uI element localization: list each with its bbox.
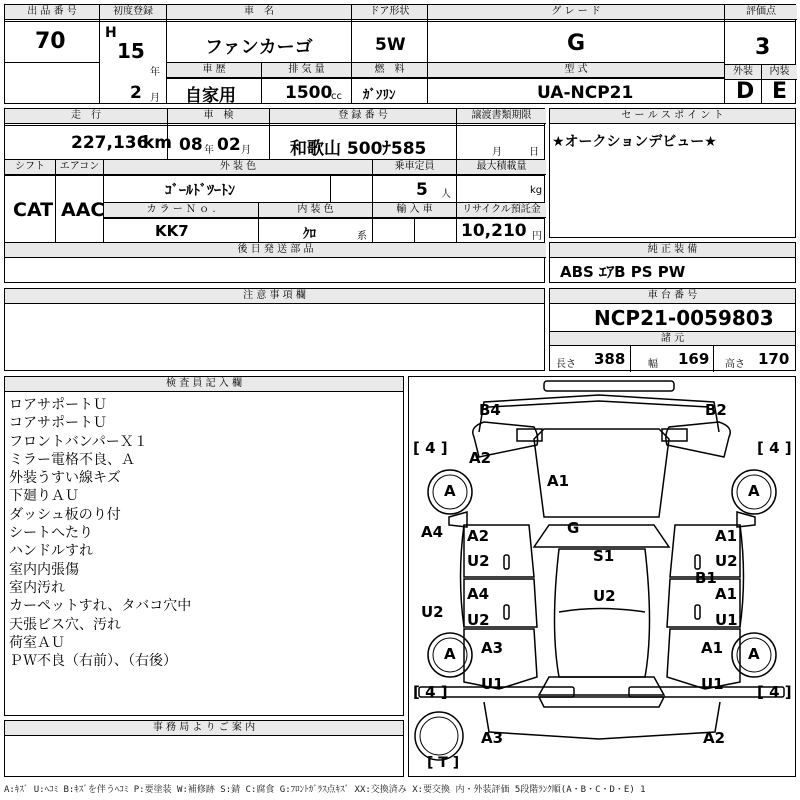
dmg-A1-hood: A1 bbox=[547, 472, 570, 490]
inspection-year: 08 bbox=[179, 135, 203, 155]
insp-year-unit: 年 bbox=[204, 145, 214, 156]
cc-unit: cc bbox=[331, 91, 342, 102]
note-line: ミラー電格不良、Ａ bbox=[9, 451, 135, 468]
note-line: 室内汚れ bbox=[9, 579, 65, 596]
office-box bbox=[4, 720, 404, 777]
dmg-U1-rear-right: U1 bbox=[701, 675, 724, 693]
month-unit: 月 bbox=[150, 93, 160, 104]
note-line: コアサポートＵ bbox=[9, 415, 107, 432]
fuel-label: 燃 料 bbox=[352, 63, 427, 78]
import-label: 輸 入 車 bbox=[373, 203, 456, 218]
capacity-label: 乗車定員 bbox=[373, 160, 456, 175]
equipment-text: ABS ｴｱB PS PW bbox=[560, 263, 686, 281]
era: H bbox=[105, 25, 117, 41]
car-diagram bbox=[408, 376, 796, 777]
height: 170 bbox=[758, 350, 790, 368]
dmg-U1-rear-left: U1 bbox=[481, 675, 504, 693]
door-label: ドア形状 bbox=[352, 5, 427, 20]
ext-label: 外装 bbox=[725, 65, 761, 80]
intcolor-label: 内 装 色 bbox=[259, 203, 372, 218]
air-conditioner: AAC bbox=[61, 199, 105, 221]
note-line: 室内内張傷 bbox=[9, 561, 79, 578]
dmg-S1-roof: S1 bbox=[593, 547, 615, 565]
legend-text: A:ｷｽﾞ U:ﾍｺﾐ B:ｷｽﾞを伴うﾍｺﾐ P:要塗装 W:補修跡 S:錆 C:腐食 G:ﾌﾛﾝﾄｶﾞﾗｽ点ｷｽﾞ XX:交換済み X:要交換 内・外装評価 5段階ﾗﾝｸ順(A・B・C・D・E) 1 bbox=[4, 785, 646, 795]
dmg-U2-rear-door-left: U2 bbox=[467, 611, 490, 629]
note-line: ハンドルすれ bbox=[9, 543, 93, 560]
dmg-A2-rear-bumper-right: A2 bbox=[703, 729, 726, 747]
note-line: フロントバンパーＸ１ bbox=[9, 433, 148, 450]
interior-color: ｸﾛ bbox=[303, 227, 316, 242]
office-label: 事 務 局 よ り ご 案 内 bbox=[5, 721, 403, 736]
note-line: カーペットすれ、タバコ穴中 bbox=[9, 598, 192, 615]
dmg-A1-front-door-right: A1 bbox=[715, 527, 738, 545]
recycle-label: リサイクル預託金 bbox=[457, 203, 546, 218]
year-unit: 年 bbox=[150, 67, 160, 78]
reg-year: 15 bbox=[117, 39, 145, 63]
tire-rl: A bbox=[444, 645, 456, 663]
dmg-U2-left-sill: U2 bbox=[421, 603, 444, 621]
dmg-B4-front-left: B4 bbox=[479, 401, 501, 419]
tread-rr: [ 4 ] bbox=[757, 683, 792, 701]
note-line: ロアサポートＵ bbox=[9, 397, 107, 413]
dmg-A3-rear-bumper-left: A3 bbox=[481, 729, 504, 747]
inspection-month: 02 bbox=[217, 135, 241, 155]
dmg-U2-front-door-right: U2 bbox=[715, 552, 738, 570]
name-label: 車 名 bbox=[167, 5, 351, 20]
recycle-fee: 10,210 bbox=[461, 221, 527, 241]
exterior-color: ｺﾞｰﾙﾄﾞﾂｰﾄﾝ bbox=[165, 183, 235, 199]
score: 3 bbox=[755, 35, 771, 60]
sales-point-text: ★オークションデビュー★ bbox=[552, 134, 717, 150]
dmg-A4-left-side: A4 bbox=[421, 523, 444, 541]
width-label: 幅 bbox=[648, 359, 658, 370]
color-label: 外 装 色 bbox=[104, 160, 372, 175]
note-line: 外装うすい線キズ bbox=[9, 470, 121, 487]
height-label: 高さ bbox=[725, 359, 745, 370]
later-parts-label: 後 日 発 送 部 品 bbox=[5, 243, 546, 258]
shift-label: シフト bbox=[5, 160, 55, 175]
capacity-unit: 人 bbox=[441, 189, 451, 200]
dmg-U2-roof: U2 bbox=[593, 587, 616, 605]
tire-fr: A bbox=[748, 482, 760, 500]
transfer-day: 日 bbox=[529, 147, 539, 158]
lot-number: 70 bbox=[35, 29, 66, 54]
header-block bbox=[4, 4, 796, 104]
capacity: 5 bbox=[416, 180, 428, 200]
inspector-box bbox=[4, 376, 404, 716]
int-label: 内装 bbox=[762, 65, 797, 80]
plate-label: 登 録 番 号 bbox=[270, 109, 456, 124]
ext-score: D bbox=[736, 79, 755, 104]
chassis-number: NCP21-0059803 bbox=[594, 306, 774, 330]
load-label: 最大積載量 bbox=[457, 160, 546, 175]
grade-label: グ レ ー ド bbox=[428, 5, 724, 20]
transfer-month: 月 bbox=[492, 147, 502, 158]
width: 169 bbox=[678, 350, 710, 368]
color-number: KK7 bbox=[155, 222, 189, 240]
inspection-label: 車 検 bbox=[168, 109, 269, 124]
chassis-box bbox=[549, 288, 796, 371]
equipment-box bbox=[549, 242, 796, 283]
dmg-U1-rear-door-right: U1 bbox=[715, 611, 738, 629]
vehicle-info-block bbox=[4, 108, 545, 283]
insp-month-unit: 月 bbox=[241, 145, 251, 156]
dmg-A1-rear-door-right: A1 bbox=[715, 585, 738, 603]
car-outline-svg bbox=[409, 377, 795, 776]
mileage-unit: km bbox=[143, 133, 173, 153]
length-label: 長さ bbox=[556, 359, 576, 370]
dmg-B2-front-right: B2 bbox=[705, 401, 727, 419]
model-code: UA-NCP21 bbox=[537, 83, 634, 103]
note-line: 天張ビス穴、汚れ bbox=[9, 616, 121, 633]
caution-box bbox=[4, 288, 545, 371]
tire-rr: A bbox=[748, 645, 760, 663]
note-line: ＰＷ不良（右前）、（右後） bbox=[9, 653, 177, 670]
history: 自家用 bbox=[185, 86, 236, 106]
mileage-label: 走 行 bbox=[5, 109, 167, 124]
dmg-U2-front-door-left: U2 bbox=[467, 552, 490, 570]
score-label: 評価点 bbox=[725, 5, 797, 20]
dmg-B1-right-side: B1 bbox=[695, 569, 717, 587]
tread-rl: [ 4 ] bbox=[413, 683, 448, 701]
car-name: ファンカーゴ bbox=[205, 37, 313, 58]
reg-month: 2 bbox=[130, 83, 142, 103]
tread-fl: [ 4 ] bbox=[413, 439, 448, 457]
sales-point-box bbox=[549, 108, 796, 238]
lot-label: 出 品 番 号 bbox=[5, 5, 99, 20]
mileage: 227,136 bbox=[71, 133, 149, 153]
first-reg-label: 初度登録 bbox=[100, 5, 166, 20]
grade: G bbox=[567, 31, 586, 56]
cc-label: 排 気 量 bbox=[262, 63, 351, 78]
dmg-G-windshield: G bbox=[567, 519, 580, 537]
model-label: 型 式 bbox=[428, 63, 724, 78]
length: 388 bbox=[594, 350, 626, 368]
inspector-notes bbox=[9, 396, 191, 670]
tread-fr: [ 4 ] bbox=[757, 439, 792, 457]
equipment-label: 純 正 装 備 bbox=[550, 243, 795, 258]
dmg-A3-rear-left: A3 bbox=[481, 639, 504, 657]
intcolor-unit: 系 bbox=[357, 231, 367, 242]
note-line: 荷室ＡＵ bbox=[9, 634, 65, 651]
ac-label: エアコン bbox=[56, 160, 103, 175]
door-type: 5W bbox=[375, 35, 406, 55]
sales-point-label: セ ー ル ス ポ イ ン ト bbox=[550, 109, 795, 124]
caution-label: 注 意 事 項 欄 bbox=[5, 289, 544, 304]
history-label: 車 歴 bbox=[167, 63, 261, 78]
inspector-label: 検 査 員 記 入 欄 bbox=[5, 377, 403, 392]
displacement: 1500 bbox=[285, 83, 333, 103]
recycle-unit: 円 bbox=[532, 231, 542, 242]
chassis-label: 車 台 番 号 bbox=[550, 289, 795, 304]
plate-number: 和歌山 500ﾅ585 bbox=[290, 139, 427, 159]
int-score: E bbox=[772, 79, 788, 104]
note-line: 下廻りＡＵ bbox=[9, 488, 79, 505]
note-line: シートへたり bbox=[9, 525, 93, 542]
spare-tire-label: [ T ] bbox=[427, 755, 460, 771]
colorno-label: カ ラ ー Ｎ ｏ . bbox=[104, 203, 258, 218]
shift: CAT bbox=[13, 199, 54, 221]
load-unit: kg bbox=[530, 185, 543, 196]
fuel: ｶﾞｿﾘﾝ bbox=[363, 88, 396, 103]
note-line: ダッシュ板のり付 bbox=[9, 506, 121, 523]
spec-label: 諸 元 bbox=[550, 331, 795, 346]
dmg-A1-rear-right: A1 bbox=[701, 639, 724, 657]
dmg-A2-front-door-left: A2 bbox=[467, 527, 490, 545]
tire-fl: A bbox=[444, 482, 456, 500]
dmg-A4-rear-door-left: A4 bbox=[467, 585, 490, 603]
dmg-A2-front-fender-left: A2 bbox=[469, 449, 492, 467]
transfer-label: 譲渡書類期限 bbox=[457, 109, 546, 124]
